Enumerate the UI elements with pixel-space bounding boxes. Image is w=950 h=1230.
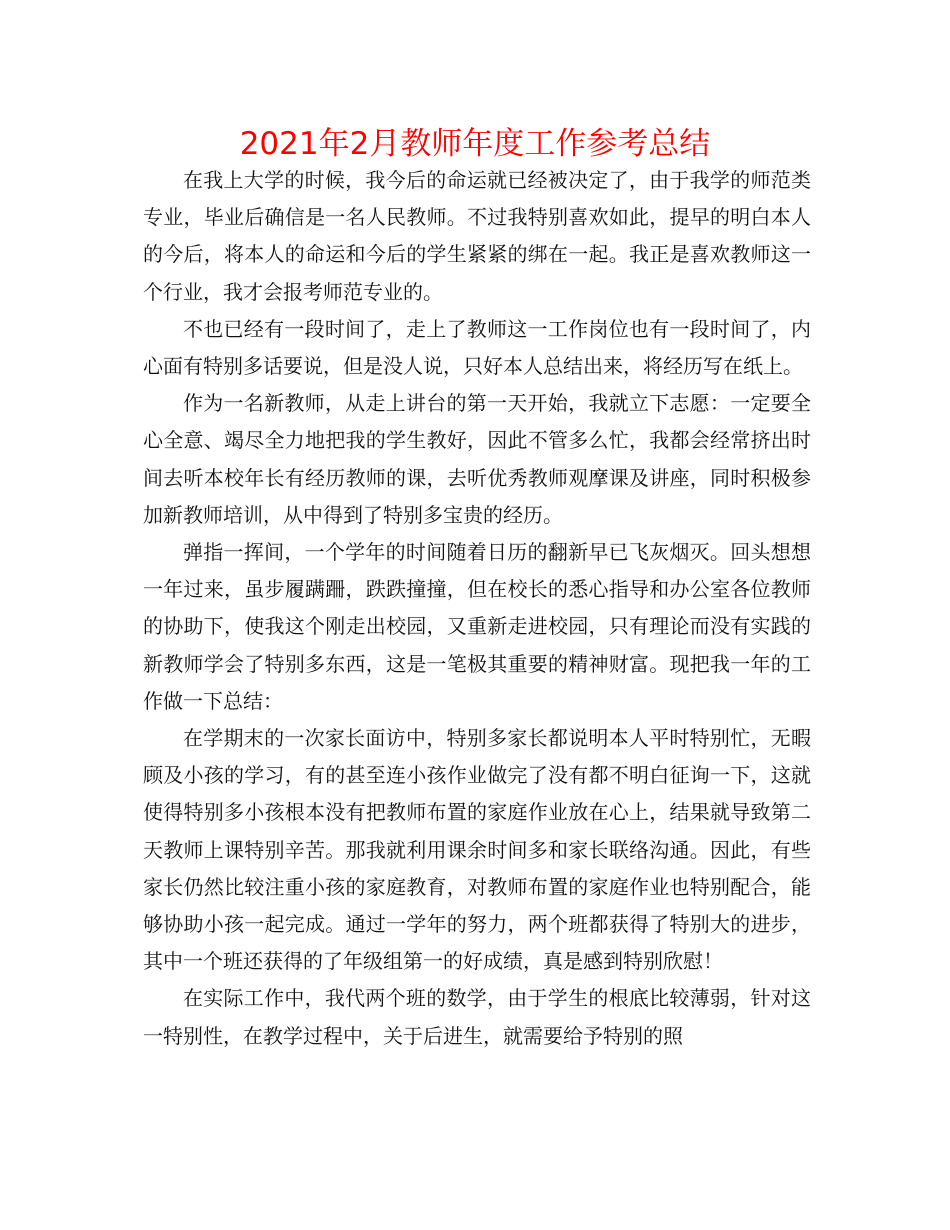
paragraph-2: 不也已经有一段时间了，走上了教师这一工作岗位也有一段时间了，内心面有特别多话要说，但是没人说，只好本人总结出来，将经历写在纸上。 (143, 316, 811, 379)
paragraph-3: 作为一名新教师，从走上讲台的第一天开始，我就立下志愿：一定要全心全意、竭尽全力地把我的学生教好，因此不管多么忙，我都会经常挤出时间去听本校年长有经历教师的课，去听优秀教师观摩课及讲座，同时积极参加新教师培训，从中得到了特别多宝贵的经历。 (143, 391, 811, 527)
paragraph-5: 在学期末的一次家长面访中，特别多家长都说明本人平时特别忙，无暇顾及小孩的学习，有的甚至连小孩作业做完了没有都不明白征询一下，这就使得特别多小孩根本没有把教师布置的家庭作业放在心上，结果就导致第二天教师上课特别辛苦。那我就利用课余时间多和家长联络沟通。因此，有些家长仍然比较注重小孩的家庭教育，对教师布置的家庭作业也特别配合，能够协助小孩一起完成。通过一学年的努力，两个班都获得了特别大的进步，其中一个班还获得的了年级组第一的好成绩，真是感到特别欣慰！ (143, 726, 811, 974)
document-body (143, 162, 811, 1055)
paragraph-6: 在实际工作中，我代两个班的数学，由于学生的根底比较薄弱，针对这一特别性，在教学过程中，关于后进生，就需要给予特别的照 (143, 986, 811, 1048)
document-title: 2021年2月教师年度工作参考总结 (239, 126, 711, 162)
paragraph-4: 弹指一挥间，一个学年的时间随着日历的翻新早已飞灰烟灭。回头想想一年过来，虽步履蹒跚，跌跌撞撞，但在校长的悉心指导和办公室各位教师的协助下，使我这个刚走出校园，又重新走进校园，只有理论而没有实践的新教师学会了特别多东西，这是一笔极其重要的精神财富。现把我一年的工作做一下总结： (143, 540, 811, 713)
paragraph-1: 在我上大学的时候，我今后的命运就已经被决定了，由于我学的师范类专业，毕业后确信是一名人民教师。不过我特别喜欢如此，提早的明白本人的今后，将本人的命运和今后的学生紧紧的绑在一起。我正是喜欢教师这一个行业，我才会报考师范专业的。 (143, 168, 811, 304)
